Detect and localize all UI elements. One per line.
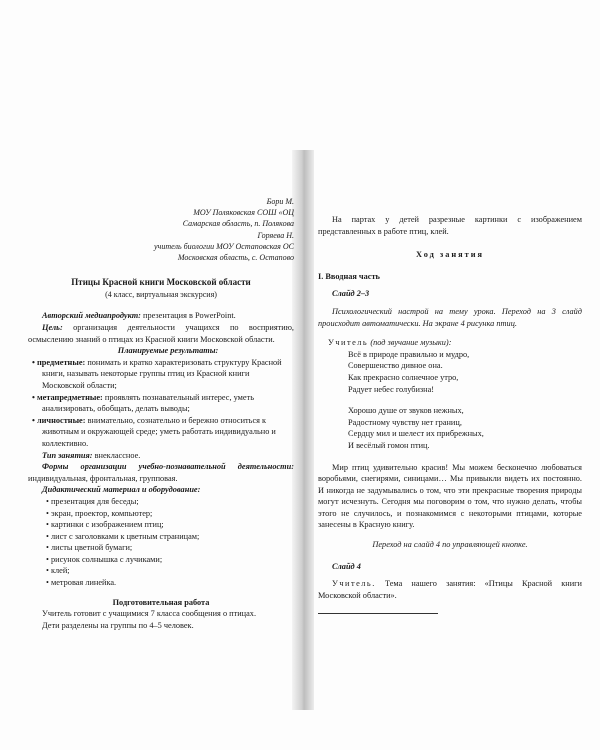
- material-list: [28, 496, 294, 589]
- poem-line: Сердцу мил и шелест их прибрежных,: [348, 429, 484, 439]
- poem-line: Всё в природе правильно и мудро,: [348, 349, 470, 359]
- subject-text: понимать и кратко характеризовать структуру Красной книги, называть некоторые группы птиц из Красной книги Московской области;: [42, 357, 282, 390]
- list-item: • экран, проектор, компьютер;: [28, 508, 294, 520]
- forms: [28, 461, 294, 484]
- forms-text: индивидуальная, фронтальная, групповая.: [28, 473, 178, 483]
- media-text: презентация в PowerPoint.: [143, 311, 236, 321]
- list-item: • презентация для беседы;: [28, 496, 294, 508]
- topic-text: Тема нашего занятия: «Птицы Красной книги Московской области».: [318, 579, 582, 600]
- poem-line: Как прекрасно солнечное утро,: [348, 372, 459, 382]
- author-line: учитель биологии МОУ Остаповская ОС: [153, 241, 294, 251]
- poem-stanza-2: [318, 405, 582, 451]
- author-line: Бори М.: [266, 197, 294, 206]
- lesson-type-text: внеклассное.: [94, 450, 141, 460]
- part-heading: I. Вводная часть: [318, 271, 380, 281]
- right-page: [318, 214, 582, 614]
- personal-label: личностные:: [36, 415, 86, 425]
- prep-text-2: Дети разделены на группы по 4–5 человек.: [42, 620, 194, 630]
- teacher-label-2: Учитель.: [332, 579, 376, 589]
- teacher-note: (под звучание музыки):: [370, 338, 452, 348]
- poem-line: Радует небес голубизна!: [348, 384, 435, 394]
- lesson-type-label: Тип занятия:: [42, 450, 93, 460]
- list-item: • картинки с изображением птиц;: [28, 519, 294, 531]
- list-item: • клей;: [28, 565, 294, 577]
- section-heading: Ход занятия: [415, 250, 484, 260]
- transition-note: Переход на слайд 4 по управляющей кнопке.: [372, 540, 528, 550]
- subject-results: [28, 357, 294, 392]
- material-heading: Дидактический материал и оборудование:: [42, 485, 201, 495]
- poem-line: И весёлый гомон птиц.: [348, 440, 430, 450]
- goal-text: организация деятельности учащихся по восприятию, осмыслению знаний о птицах из Красной книги Московской области.: [28, 323, 295, 344]
- teacher-line: [318, 337, 582, 349]
- topic-paragraph: [318, 578, 582, 601]
- personal-results: [28, 415, 294, 450]
- goal-paragraph: [28, 322, 294, 345]
- personal-text: внимательно, сознательно и бережно относиться к животным и окружающей среде; уметь работать индивидуально и коллективно.: [42, 415, 276, 448]
- meta-results: [28, 392, 294, 415]
- poem-stanza-1: [318, 349, 582, 395]
- author-line: Горяева Н.: [257, 230, 294, 240]
- author-block: [28, 196, 294, 263]
- poem-line: Совершенство дивное она.: [348, 361, 443, 371]
- meta-label: метапредметные:: [36, 392, 103, 402]
- prep-heading: Подготовительная работа: [112, 597, 210, 607]
- slide-2-3-label: Слайд 2–3: [332, 289, 370, 299]
- list-item: • лист с заголовками к цветным страницам;: [28, 531, 294, 543]
- footnote-rule: [318, 613, 438, 614]
- lesson-subtitle: (4 класс, виртуальная экскурсия): [105, 289, 217, 299]
- psych-paragraph: Психологический настрой на тему урока. Переход на 3 слайд происходит автоматически. На экране 4 рисунка птиц.: [318, 306, 582, 328]
- list-item: • рисунок солнышка с лучиками;: [28, 554, 294, 566]
- list-item: • листы цветной бумаги;: [28, 542, 294, 554]
- birds-paragraph: Мир птиц удивительно красив! Мы можем бесконечно любоваться воробьями, снегирями, синицами… Мы привыкли видеть их постоянно. И никогда не задумывались о том, что эти прекрасные творения природы могут исчезнуть. Сегодня мы поговорим о том, что нужно делать, чтобы этого не случилось, и познакомимся с некоторыми птицами, которые занесены в Красную книгу.: [318, 462, 582, 530]
- prep-text-1: Учитель готовит с учащимися 7 класса сообщения о птицах.: [42, 609, 257, 619]
- author-line: Московская область, с. Остапово: [177, 253, 294, 263]
- poem-line: Хорошо душе от звуков нежных,: [348, 406, 464, 416]
- forms-label: Формы организации учебно-познавательной деятельности:: [42, 462, 294, 472]
- slide-4-label: Слайд 4: [332, 561, 361, 571]
- intro-paragraph: На партах у детей разрезные картинки с изображением представленных в работе птиц, клей.: [318, 215, 582, 236]
- results-heading: Планируемые результаты:: [117, 346, 219, 356]
- book-gutter: [292, 150, 314, 710]
- meta-text: проявлять познавательный интерес, уметь анализировать, обобщать, делать выводы;: [42, 392, 254, 414]
- teacher-label: Учитель: [328, 338, 369, 348]
- list-item: • метровая линейка.: [28, 577, 294, 589]
- poem-line: Радостному чувству нет границ,: [348, 417, 462, 427]
- goal-label: Цель:: [42, 323, 63, 332]
- lesson-type: [28, 450, 294, 462]
- author-line: Самарская область, п. Полякова: [182, 219, 294, 229]
- subject-label: предметные:: [36, 357, 86, 367]
- media-paragraph: [28, 310, 294, 322]
- left-page: [28, 196, 294, 631]
- lesson-title: Птицы Красной книги Московской области: [71, 277, 251, 288]
- author-line: МОУ Поляковская СОШ «ОЦ: [193, 208, 294, 218]
- media-label: Авторский медиапродукт:: [42, 311, 141, 321]
